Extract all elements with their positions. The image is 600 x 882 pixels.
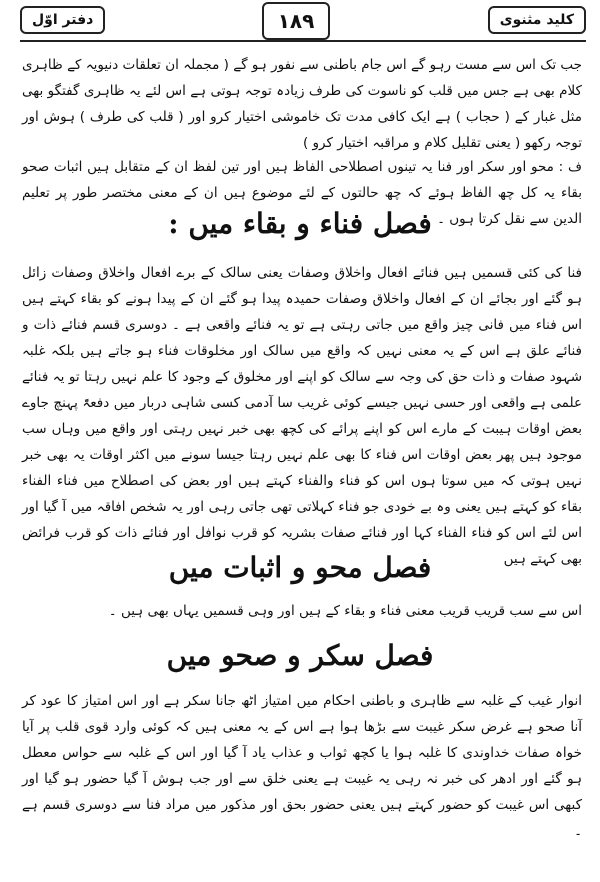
paragraph-2: ف : محو اور سکر اور فنا یہ تینوں اصطلاحی الفاظ ہیں اور تین لفظ ان کے متقابل ہیں اثبات صحو بقاء یہ کل چھ الفاظ ہوئے کہ چھ حالتوں کے لئے موضوع ہیں ان کے معنی مختصر طور پر تعلیم الدین سے نقل کرتا ہوں ۔ bbox=[22, 159, 582, 227]
paragraph-1: جب تک اس سے مست رہو گے اس جام باطنی سے نفور ہو گے ( مجملہ ان تعلقات دنیویہ کے ظاہری کلام بھی ہے جس میں قلب کو ناسوت کی طرف زیادہ توجہ ہوتی ہے اس لئے یہ ظاہری گفتگو بھی مثل غبار کے ( حجاب ) ہے ایک کافی مدت تک خاموشی اختیار کرو اور ( قلب کی طرف ) ہوش اور توجہ رکھو ( یعنی تقلیل کلام و مراقبہ اختیار کرو ) bbox=[22, 57, 582, 151]
page-header bbox=[0, 0, 600, 48]
section-label: دفتر اوّل bbox=[20, 6, 105, 34]
paragraph-3: فنا کی کئی قسمیں ہیں فنائے افعال واخلاق وصفات یعنی سالک کے برے افعال واخلاق وصفات زائل ہو گئے اور بجائے ان کے افعال واخلاق وصفات حمیدہ پیدا ہو گئے ان کے پیدا ہونے کو بقاء کہتے ہیں اس فناء میں فانی چیز واقع میں جاتی رہتی ہے تو یہ فنائے واقعی ہے ۔ دوسری قسم فنائے ذات و فنائے علق ہے اس کے یہ معنی نہیں کہ واقع میں سالک اور مخلوقات فناء ہو جاتے ہیں بلکہ غلبہ شہود صفات و ذات حق کی وجہ سے سالک کو اپنے اور مخلوق کے وجود کا علم نہیں رہتا تو یہ فنائے علمی ہے واقعی اور حسی نہیں جیسے کوئی غریب سا آدمی کسی شاہی دربار میں دفعۃً پہنچ جاوے بعض اوقات ہیبت کے مارے اس کو اپنے پرائے کی کچھ بھی خبر نہیں رہتی اور واقع میں وہاں سب موجود ہیں پھر بعض اوقات اس فناء کا بھی علم نہیں رہتا جیسا سونے میں اکثر اوقات یہ بھی خبر نہیں ہوتی کہ میں سوتا ہوں اس کو فناء والفناء کہتے ہیں اور بعض کی اصطلاح میں فناء الفناء بقاء کو کہتے ہیں یعنی وہ بے خودی جو فناء کہلاتی تھی جاتی رہی اور یہ شخص افاقہ میں آ گیا اور اس لئے اس کو فناء الفناء کہا اور فنائے صفات بشریہ کو قرب نوافل اور فنائے ذات کو قرب فرائض بھی کہتے ہیں bbox=[22, 265, 582, 567]
page-number: ۱۸۹ bbox=[262, 2, 330, 40]
book-title: کلید مثنوی bbox=[488, 6, 586, 34]
header-divider bbox=[20, 40, 586, 42]
paragraph-5: انوار غیب کے غلبہ سے ظاہری و باطنی احکام میں امتیاز اٹھ جانا سکر ہے اور اس امتیاز کا عود کر آنا صحو ہے غرض سکر غیبت سے بڑھا ہوا ہے اس کے یہ معنی ہیں کہ کوئی وارد قوی قلب پر آیا خواہ صفات خداوندی کا غلبہ ہوا یا کچھ ثواب و عذاب یاد آ گیا اور اس کے غلبہ سے حواس معطل ہو گئے اور ادھر کی خبر نہ رہی یہ غیبت ہے یعنی خلق سے اور جب ہوش آ گیا حضور ہو گیا اور کبھی اس غیبت کو حضور کہتے ہیں یعنی حضور بحق اور مذکور میں مراد فنا سے دوسری قسم ہے ۔ bbox=[22, 693, 582, 839]
paragraph-4: اس سے سب قریب قریب معنی فناء و بقاء کے ہیں اور وہی قسمیں یہاں بھی ہیں ۔ bbox=[108, 603, 582, 619]
heading-fana-baqa: فصل فناء و بقاء میں : bbox=[168, 207, 432, 240]
heading-mahw-isbat: فصل محو و اثبات میں bbox=[168, 551, 432, 584]
heading-sukr-sahw: فصل سکر و صحو میں bbox=[166, 639, 434, 672]
